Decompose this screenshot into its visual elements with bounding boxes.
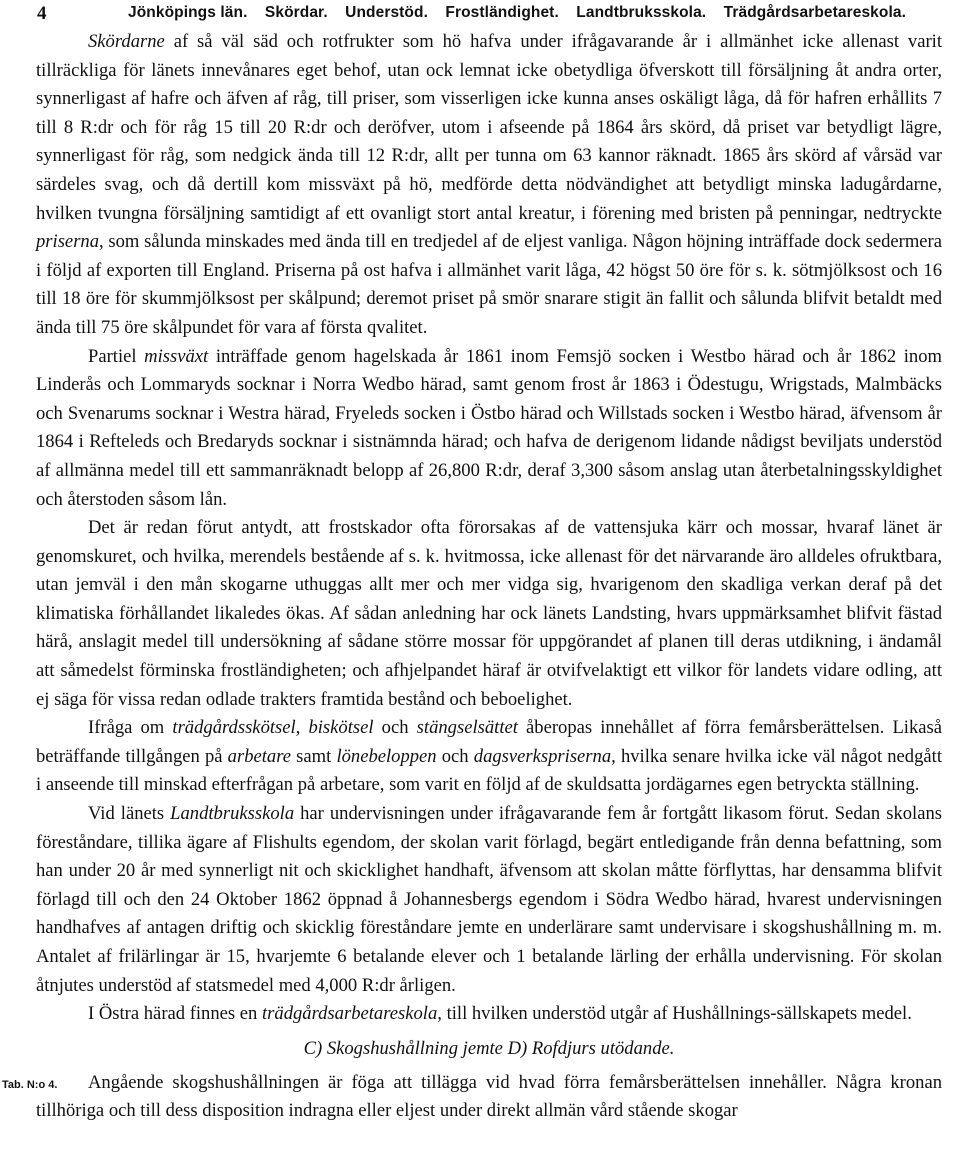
paragraph-text: Partiel xyxy=(88,345,145,367)
running-head-item: Landtbruksskola. xyxy=(576,4,707,21)
emphasis-term: stängselsättet xyxy=(416,717,518,739)
paragraph-text: och xyxy=(436,745,474,767)
paragraph-harvests xyxy=(36,28,942,343)
paragraph-text: till hvilken understöd utgår af Hushållnings-sällskapets medel. xyxy=(441,1003,912,1025)
document-body xyxy=(2,28,943,1126)
paragraph-garden-school xyxy=(36,1000,942,1029)
marginal-table-reference: Tab. N:o 4. xyxy=(2,1078,58,1091)
paragraph-text: Ifråga om xyxy=(88,717,173,739)
running-head-item: Trädgårdsarbetareskola. xyxy=(723,4,906,21)
emphasis-term: trädgårdsarbetareskola, xyxy=(262,1003,442,1025)
paragraph-forestry xyxy=(36,1069,942,1126)
paragraph-text: af så väl säd och rotfrukter som hö hafva under ifrågavarande år i allmänhet icke allenast varit tillräckliga för länets innevånares eget behof, utan ock lemnat icke obetydliga öfverskott till försäljning åt andra orter, synnerligast af hafre och äfven af råg, till priser, som visserligen icke kunna anses oskäligt låga, då för hafren erhållits 7 till 8 R:dr och för råg 15 till 20 R:dr och deröfver, utom i afseende på 1864 års skörd, då priset var betydligt lägre, synnerligast för råg, som nedgick ända till 12 R:dr, allt per tunna om 63 kannor räknadt. 1865 års skörd af vårsäd var särdeles svag, och då dertill kom missväxt på hö, medförde detta nödvändighet att betydligt minska ladugårdarne, hvilken tvungna försäljning samtidigt af ett ovanligt stort antal kreatur, i förening med bristen på penningar, nedtryckte xyxy=(36,31,942,224)
emphasis-term: arbetare xyxy=(227,745,292,767)
paragraph-frost-damage xyxy=(36,514,942,714)
paragraph-text: samt xyxy=(291,745,337,767)
paragraph-text: Det är redan förut antydt, att frostskador ofta förorsakas af de vattensjuka kärr och mossar, hvaraf länet är genomskuret, och hvilka, merendels bestående af s. k. hvitmossa, icke allenast för det närvarande äro alldeles ofruktbara, utan jemväl i den mån skogarne uthuggas allt mer och mer vidga sig, hvarigenom den skadliga verkan deraf på det klimatiska förhållandet likaledes ökas. Af sådan anledning har ock länets Landsting, hvars uppmärksamhet blifvit fästad härå, anslagit medel till undersökning af sådane större mossar för uppgörandet af planen till deras utdikning, i ändamål att såmedelst förminska frostländigheten; och afhjelpandet häraf är otvifvelaktigt ett vilkor för landets vidare odling, att ej säga för vissa redan odlade trakters framtida bestånd och beboelighet. xyxy=(36,517,942,710)
emphasis-term: lönebeloppen xyxy=(336,745,437,767)
paragraph-text: har undervisningen under ifrågavarande fem år fortgått likasom förut. Sedan skolans föreståndare, tillika ägare af Flishults egendom, der skolan varit förlagd, begärt entledigande från denna befattning, som han under 20 år med synnerligt nit och skicklighet handhaft, äfvensom att skolan måtte förflyttas, har densamma blifvit förlagd till och den 24 Oktober 1862 öppnad å Johannesbergs egendom i Södra Wedbo härad, hvarest undervisningen handhafves af antagen driftig och skicklig föreståndare jemte en underlärare samt undervisare i skogshushållning m. m. Antalet af frilärlingar är 15, hvarjemte 6 betalande elever och 1 betalande lärling der erhålla undervisning. För skolan åtnjutes understöd af statsmedel med 4,000 R:dr årligen. xyxy=(36,803,942,996)
emphasis-term: priserna, xyxy=(36,231,104,253)
paragraph-text: inträffade genom hagelskada år 1861 inom Femsjö socken i Westbo härad och år 1862 inom Linderås och Lommaryds socknar i Norra Wedbo härad, samt genom frost år 1863 i Ödestugu, Wrigstads, Malmbäcks och Svenarums socknar i Westra härad, Fryeleds socken i Östbo härad och Willstads socken i Westbo härad, äfvensom år 1864 i Refteleds och Bredaryds socknar i sistnämnda härad; och hafva de derigenom lidande nådigst beviljats understöd af allmänna medel till ett sammanräknadt belopp af 26,800 R:dr, deraf 3,300 såsom anslag utan återbetalningsskyldighet och återstoden såsom lån. xyxy=(36,345,942,510)
lead-term: Skördarne xyxy=(88,31,165,52)
emphasis-term: missväxt xyxy=(144,345,209,367)
section-heading: C) Skogshushållning jemte D) Rofdjurs utödande. xyxy=(303,1037,675,1059)
page-number: 4 xyxy=(37,3,47,24)
paragraph-text: Angående skogshushållningen är föga att tillägga vid hvad förra femårsberättelsen innehåller. Några kronan tillhöriga och till dess disposition indragna eller eljest under direkt allmän vård stående skogar xyxy=(36,1071,942,1122)
paragraph-text: som sålunda minskades med ända till en tredjedel af de eljest vanliga. Någon höjning inträffade dock sedermera i följd af exporten till England. Priserna på ost hafva i allmänhet varit låga, 42 högst 50 öre för s. k. sötmjölksost och 16 till 18 öre för skummjölksost per skålpund; deremot priset på smör snarare stigit än fallit och sålunda blifvit betaldt med ända till 75 öre skålpundet för vara af första qvalitet. xyxy=(36,231,942,338)
paragraph-text: Vid länets xyxy=(88,803,171,825)
running-head-item: Frostländighet. xyxy=(445,4,559,21)
running-head xyxy=(128,4,928,22)
paragraph-gardening xyxy=(36,714,942,800)
paragraph-text: åberopas innehållet af förra femårsberättelsen. Likaså beträffande tillgången på xyxy=(36,717,943,767)
paragraph-text: och xyxy=(373,717,417,739)
paragraph-forestry-block xyxy=(2,1069,942,1126)
emphasis-term: trädgårdsskötsel, biskötsel xyxy=(172,717,374,739)
running-head-item: Understöd. xyxy=(345,4,428,21)
paragraph-agricultural-school xyxy=(36,800,942,1000)
emphasis-term: Landtbruksskola xyxy=(170,803,295,825)
page-header xyxy=(0,0,960,24)
paragraph-crop-failure xyxy=(36,343,942,515)
paragraph-text: I Östra härad finnes en xyxy=(88,1003,262,1025)
running-head-item: Skördar. xyxy=(264,4,328,21)
paragraph-text: hvilka senare hvilka icke väl något nedgått i anseende till minskad efterfrågan på arbetare, som varit en följd af de skuldsatta jordägarnes egen betryckta ställning. xyxy=(36,745,942,796)
running-head-item: Jönköpings län. xyxy=(128,4,248,21)
emphasis-term: dagsverkspriserna, xyxy=(473,745,616,767)
